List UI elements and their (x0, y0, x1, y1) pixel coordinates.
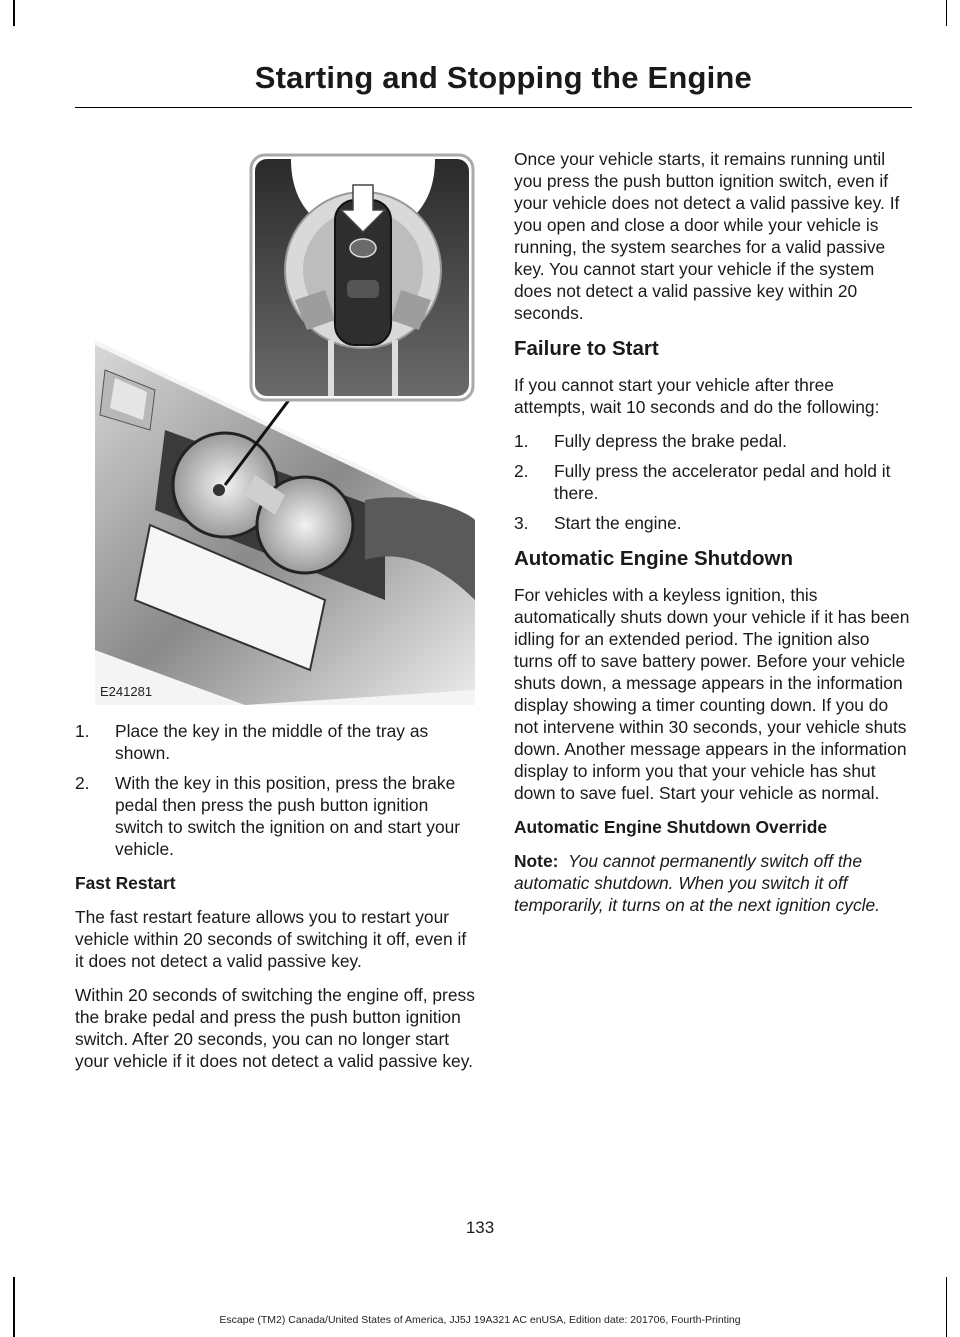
step-text: Place the key in the middle of the tray as shown. (115, 721, 429, 763)
crop-mark (13, 0, 15, 26)
paragraph: Once your vehicle starts, it remains running until you press the push button ignition switch, even if your vehicle does not detect a valid passive key. If you open and close a door while your vehicle is running, the system searches for a valid passive key. You cannot start your vehicle if the system does not detect a valid passive key within 20 seconds. (514, 149, 900, 323)
failure-to-start-heading: Failure to Start (514, 337, 659, 360)
page-number: 133 (465, 1218, 495, 1237)
list-item (75, 720, 477, 764)
crop-mark (946, 0, 948, 26)
key-tray-illustration (95, 130, 475, 705)
step-number: 1. (75, 721, 90, 741)
footer: Escape (TM2) Canada/United States of America, JJ5J 19A321 AC enUSA, Edition date: 201706, Fourth-Printing (219, 1314, 741, 1326)
figure-id: E241281 (100, 684, 153, 699)
automatic-engine-shutdown-heading: Automatic Engine Shutdown (514, 547, 794, 570)
crop-mark (946, 1277, 948, 1337)
step-text: Fully press the accelerator pedal and hold it there. (554, 461, 891, 503)
step-number: 1. (514, 431, 529, 451)
note-text: You cannot permanently switch off the automatic shutdown. When you switch it off temporarily, it turns on at the next ignition cycle. (514, 851, 881, 915)
paragraph: For vehicles with a keyless ignition, this automatically shuts down your vehicle if it has been idling for an extended period. The ignition also turns off to save battery power. Before your vehicle shuts down, a message appears in the information display showing a timer counting down. If you do not intervene within 30 seconds, your vehicle shuts down. Another message appears in the information display to inform you that your vehicle has shut down to save fuel. Start your vehicle as normal. (514, 585, 910, 803)
list-item (514, 430, 910, 452)
list-item (514, 512, 910, 534)
crop-mark (13, 1277, 15, 1337)
note-label: Note: (514, 851, 559, 871)
paragraph: If you cannot start your vehicle after three attempts, wait 10 seconds and do the following: (514, 375, 880, 417)
list-item (514, 460, 910, 504)
page-header (75, 60, 912, 108)
shutdown-override-heading: Automatic Engine Shutdown Override (514, 817, 828, 837)
paragraph: Within 20 seconds of switching the engine off, press the brake pedal and press the push button ignition switch. After 20 seconds, you can no longer start your vehicle if it does not detect a valid passive key. (75, 985, 475, 1071)
note (514, 850, 910, 916)
left-column (75, 720, 477, 1084)
step-number: 3. (514, 513, 529, 533)
fast-restart-heading: Fast Restart (75, 873, 176, 893)
key-placement-steps (75, 720, 477, 860)
step-text: With the key in this position, press the brake pedal then press the push button ignition switch to switch the ignition on and start your vehicle. (115, 773, 461, 859)
step-text: Fully depress the brake pedal. (554, 431, 787, 451)
failure-steps (514, 430, 910, 534)
list-item (75, 772, 477, 860)
step-number: 2. (514, 461, 529, 481)
page-title: Starting and Stopping the Engine (254, 60, 752, 95)
step-number: 2. (75, 773, 90, 793)
right-column (514, 148, 910, 928)
step-text: Start the engine. (554, 513, 682, 533)
paragraph: The fast restart feature allows you to restart your vehicle within 20 seconds of switching it off, even if it does not detect a valid passive key. (75, 907, 467, 971)
